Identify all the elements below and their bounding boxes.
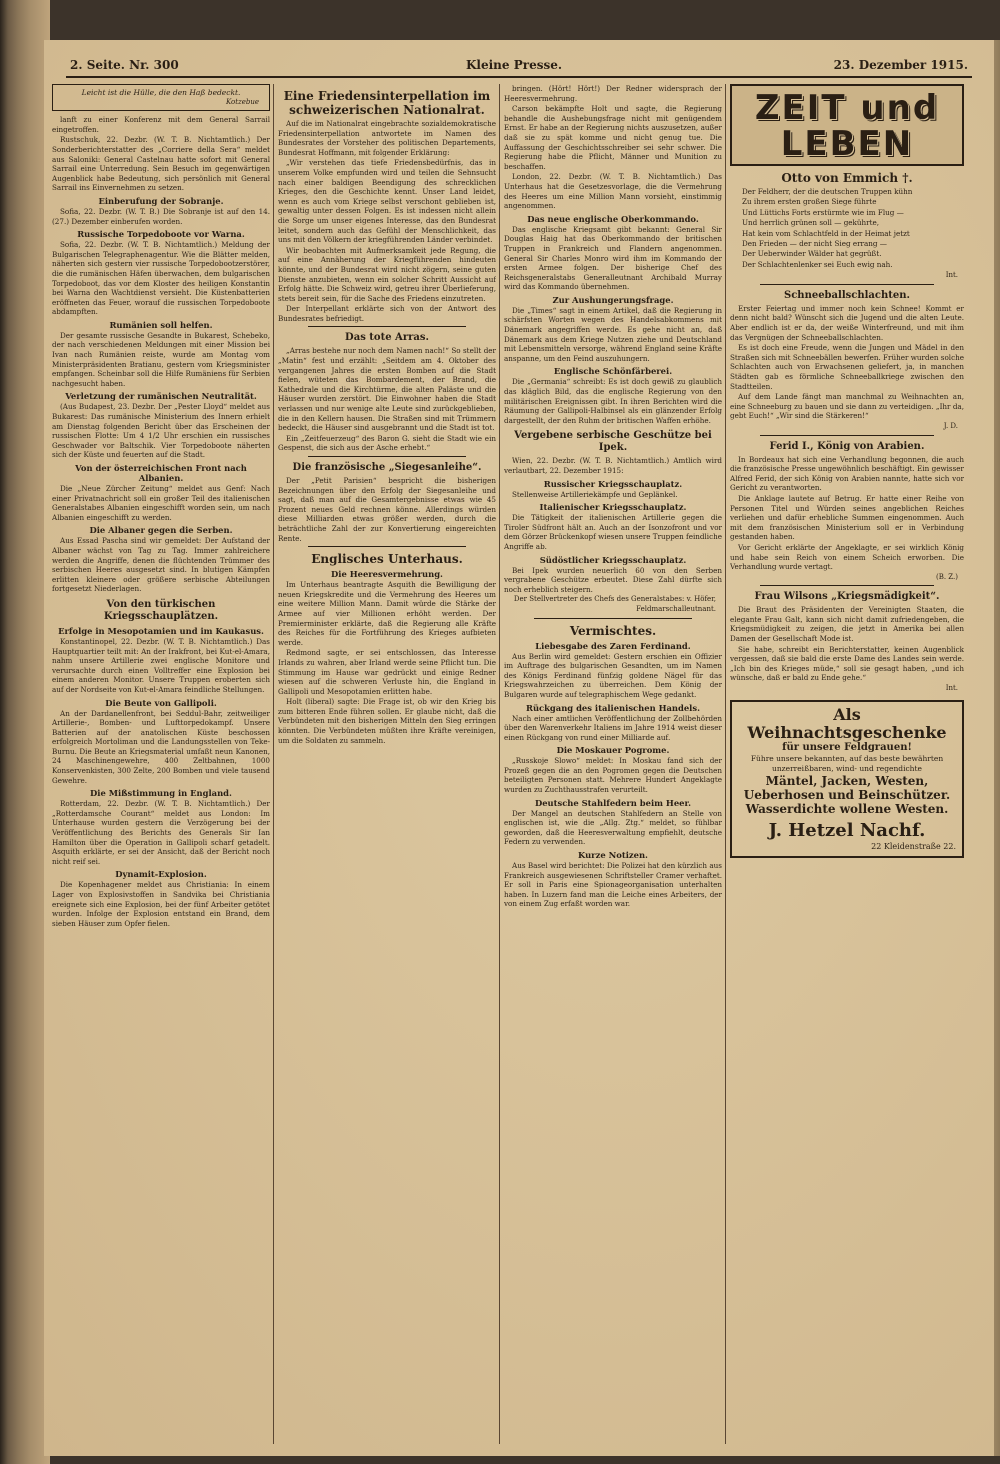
- article-text: Rustschuk, 22. Dezbr. (W. T. B. Nichtamtlich.) Der Sonderberichterstatter des „Corriere della Sera“ meldet aus Saloniki: General Castelnau hatte sofort mit General Sarrail eine Unterredung. Sein Besuch im gegenwärtigen Augenblick habe Bedeutung, sich persönlich mit General Sarrail ins Einvernehmen zu setzen.: [52, 135, 270, 193]
- article-heading: Die Moskauer Pogrome.: [556, 745, 670, 756]
- article-text: Ein „Zeitfeuerzeug“ des Baron G. sieht die Stadt wie ein Gespenst, die sich aus der Asche erhebt.“: [278, 433, 496, 453]
- article-text: Die „Times“ sagt in einem Artikel, daß die Regierung in schärfsten Worten wegen des Handelsabkommens mit Dänemark angegriffen werde. Es gehe nicht an, daß Dänemark aus dem Kriege Nutzen ziehe und Deutschland mit Lebensmitteln versorge, während England seine Kräfte anspanne, um den Feind auszuhungern.: [504, 305, 722, 363]
- article-heading: Von den türkischen Kriegsschauplätzen.: [103, 598, 219, 622]
- separator: [308, 546, 466, 547]
- quote-text: Leicht ist die Hülle, die den Haß bedeckt.: [81, 88, 241, 97]
- article-heading: Rückgang des italienischen Handels.: [525, 702, 700, 713]
- article-subheading: Die Heeresvermehrung.: [331, 569, 443, 580]
- article-text: Vor Gericht erklärte der Angeklagte, er sei wirklich König und habe sein Reich von einem Scheich erworben. Die Verhandlung wurde vertagt.: [730, 542, 964, 572]
- article-text: Bei Ipek wurden neuerlich 60 von den Serben vergrabene Geschütze erbeutet. Diese Zahl dürfte sich noch erheblich steigern.: [504, 565, 722, 594]
- article-text: Die Kopenhagener meldet aus Christiania: In einem Lager von Explosivstoffen in Sandvika bei Christiania ereignete sich eine Explosion, bei der fünf Arbeiter getötet wurden. Infolge der Explosion entstand ein Brand, dem sieben Häuser zum Opfer fielen.: [52, 880, 270, 928]
- article-text: London, 22. Dezbr. (W. T. B. Nichtamtlich.) Das Unterhaus hat die Gesetzesvorlage, die die Vermehrung des Heeres um eine Million Mann vorsieht, einstimmig angenommen.: [504, 172, 722, 211]
- poem: [742, 187, 952, 269]
- poem-line: Den Frieden — der nicht Sieg errang —: [742, 239, 887, 249]
- signature: (B. Z.): [935, 572, 958, 581]
- article-heading: Rumänien soll helfen.: [109, 319, 213, 330]
- article-text: Der Mangel an deutschen Stahlfedern an Stelle von englischen ist, wie die „Allg. Ztg.“ meldet, so fühlbar geworden, daß die Heeresverwaltung empfiehlt, deutsche Federn zu verwenden.: [504, 808, 722, 847]
- article-heading: Die Beute von Gallipoli.: [105, 697, 217, 708]
- article-heading: Liebesgabe des Zaren Ferdinand.: [535, 640, 691, 651]
- column-rule: [725, 84, 726, 1444]
- article-heading: Kurze Notizen.: [578, 850, 648, 861]
- separator: [308, 326, 466, 327]
- article-text: „Arras bestehe nur noch dem Namen nach!“ So stellt der „Matin“ fest und erzählt: „Seitdem am 4. Oktober des vergangenen Jahres die ersten Bomben auf die Stadt fielen, wüteten das Bombardement, der Brand, die Kathedrale und die Kirchtürme, die alten Paläste und die Häuser wurden zerstört. Die Einwohner haben die Stadt verlassen und nur wenige alte Leute sind zurückgeblieben, die in den Kellern hausen. Die Straßen sind mit Trümmern bedeckt, die Häuser sind ausgebrannt und die Stadt ist tot.: [278, 346, 496, 433]
- article-heading: Die Mißstimmung in England.: [90, 788, 232, 799]
- separator: [760, 435, 934, 436]
- article-text: Sofia, 22. Dezbr. (W. T. B.) Die Sobranje ist auf den 14. (27.) Dezember einberufen worden.: [52, 206, 270, 226]
- column-3: [504, 84, 722, 1444]
- article-text: Sofia, 22. Dezbr. (W. T. B. Nichtamtlich.) Meldung der Bulgarischen Telegraphenagentur. Wie die Blätter melden, näherten sich gestern vier russische Torpedobootzerstörer, die die rumänischen Häfen überwachen, dem bulgarischen Torpedoboot, das vor dem Kloster des heiligen Konstantin bei Warna den Wachtdienst versieht. Die Küstenbatterien eröffneten das Feuer, worauf die russischen Torpedoboote abdampften.: [52, 240, 270, 317]
- poem-line: Und Lüttichs Forts erstürmte wie im Flug —: [742, 207, 904, 217]
- signature: Int.: [945, 684, 958, 693]
- article-heading: Einberufung der Sobranje.: [98, 195, 224, 206]
- signature: Der Stellvertreter des Chefs des Generalstabes: v. Höfer, Feldmarschalleutnant.: [513, 595, 716, 613]
- ad-text: unzerreißbaren, wind- und regendichte: [772, 763, 922, 773]
- article-text: Konstantinopel, 22. Dezbr. (W. T. B. Nichtamtlich.) Das Hauptquartier teilt mit: An der Irakfront, bei Kut-el-Amara, nahm unsere Artillerie zwei englische Monitore und verursachte durch einen Volltreffer eine Explosion bei einem anderen Monitor. Unsere Truppen eroberten sich auf der Nordseite von Kut-el-Amara feindliche Stellungen.: [52, 636, 270, 694]
- article-text: Der Interpellant erklärte sich von der Antwort des Bundesrates befriedigt.: [278, 304, 496, 323]
- book-spine: [0, 0, 50, 1464]
- article-heading: Das neue englische Oberkommando.: [527, 213, 699, 224]
- article-text: Die Anklage lautete auf Betrug. Er hatte einer Reihe von Personen Titel und Würden seines angeblichen Reiches verliehen und dafür erhebliche Summen eingenommen. Auch mit dem französischen Ministerium soll er in Verbindung gestanden haben.: [730, 493, 964, 542]
- article-heading: Frau Wilsons „Kriegsmädigkeit“.: [754, 591, 940, 603]
- article-text: An der Dardanellenfront, bei Seddul-Bahr, zeitweiliger Artillerie-, Bomben- und Lufttorpedokampf. Unsere Batterien auf der anatolischen Küste beschossen erfolgreich Mortoliman und die Landungsstellen von Teke-Burnu. Die Beute an Kriegsmaterial umfaßt neun Kanonen, 24 Maschinengewehre, 400 Zeltbahnen, 1000 Konservenkisten, 300 Zelte, 200 Bomben und viele tausend Gewehre.: [52, 708, 270, 785]
- article-text: Aus Basel wird berichtet: Die Polizei hat den kürzlich aus Frankreich ausgewiesenen Schriftsteller Cramer verhaftet. Er soll in Paris eine Spionageorganisation unterhalten haben. In Luzern fand man die Leiche eines Arbeiters, der von einem Zug erfaßt worden war.: [504, 861, 722, 909]
- separator: [760, 585, 934, 586]
- feuilleton-title: ZEIT und LEBEN: [754, 88, 940, 164]
- column-2: [278, 84, 496, 1444]
- article-heading: Otto von Emmich †.: [781, 171, 913, 185]
- article-text: In Bordeaux hat sich eine Verhandlung begonnen, die auch die französische Presse ungewöhnlich beschäftigt. Ein gewisser Alfred Ferid, der sich König von Arabien nannte, hatte sich vor Gericht zu verantworten.: [730, 454, 964, 493]
- poem-line: Der Feldherr, der die deutschen Truppen kühn: [742, 187, 913, 196]
- poem-line: Zu ihrem ersten großen Siege führte: [742, 197, 877, 207]
- zeit-und-leben-masthead: [730, 84, 964, 166]
- article-text: Die Braut des Präsidenten der Vereinigten Staaten, die elegante Frau Galt, kann sich nicht damit zufriedengeben, die Kriegsmüdigkeit zu zeigen, die jetzt in Amerika bei allen Damen der Gesellschaft Mode ist.: [730, 605, 964, 644]
- ad-firm-name: J. Hetzel Nachf.: [768, 819, 926, 841]
- article-subheading: Erfolge in Mesopotamien und im Kaukasus.: [58, 625, 264, 636]
- article-text: Es ist doch eine Freude, wenn die Jungen und Mädel in den Straßen sich mit Schneebällen bewerfen. Früher wurden solche Schlachten auch von Erwachsenen geliefert, ja, in manchen Städten gab es förmliche Schneeballkriege zwischen den Stadtteilen.: [730, 343, 964, 391]
- article-text: Auf die im Nationalrat eingebrachte sozialdemokratische Friedensinterpellation antwortete im Namen des Bundesrates der Vorsteher des politischen Departements, Bundesrat Hoffmann, mit folgender Erklärung:: [278, 119, 496, 157]
- article-text: Stellenweise Artilleriekämpfe und Geplänkel.: [512, 489, 678, 499]
- article-text: Wien, 22. Dezbr. (W. T. B. Nichtamtlich.) Amtlich wird verlautbart, 22. Dezember 1915:: [504, 456, 722, 475]
- article-text: „Wir verstehen das tiefe Friedensbedürfnis, das in unserem Volke empfunden wird und teilen die Sehnsucht nach einer baldigen Beendigung des schrecklichen Krieges, den die Geschichte kennt. Unser Land leidet, wenn es auch vom Kriege selbst verschont geblieben ist, gewaltig unter dessen Folgen. Es ist indessen nicht allein die Sorge um unser eigenes Interesse, das den Bundesrat leitet, sondern auch das Gefühl der Menschlichkeit, das uns mit den Völkern der kriegführenden Länder verbindet.: [278, 158, 496, 245]
- ad-subheadline: für unsere Feldgrauen!: [782, 741, 912, 753]
- article-heading: Russische Torpedoboote vor Warna.: [77, 229, 245, 240]
- article-text: Das englische Kriegsamt gibt bekannt: General Sir Douglas Haig hat das Oberkommando der britischen Truppen in Frankreich und Flandern angenommen. General Sir Charles Monro wird ihm im Kommando der ersten Armee folgen. Der bisherige Chef des Reichsgeneralstabs Generalleutnant Archibald Murray wird das Kommando übernehmen.: [504, 224, 722, 292]
- issue-date: 23. Dezember 1915.: [833, 58, 968, 72]
- ad-headline: Als Weihnachtsgeschenke: [747, 704, 947, 742]
- article-text: Der „Petit Parisien“ bespricht die bisherigen Bezeichnungen über den Erfolg der Siegesanleihe und sagt, daß man auf die Gesamtergebnisse etwas wie 45 Prozent neues Geld rechnen könne. Allerdings würden diese Milliarden etwas größer werden, durch die beträchtliche Zahl der zur Konvertierung eingereichten Rente.: [278, 476, 496, 543]
- ad-products: Ueberhosen und Beinschützer.: [743, 787, 951, 802]
- article-heading: Vergebene serbische Geschütze bei Ipek.: [514, 430, 712, 454]
- column-4: [730, 84, 964, 1444]
- separator: [308, 456, 466, 457]
- paper-name: Kleine Presse.: [466, 58, 563, 72]
- ad-text: Führe unsere bekannten, auf das beste bewährten: [750, 753, 944, 763]
- article-text: Auf dem Lande fängt man manchmal zu Weihnachten an, eine Schneeburg zu bauen und sie dann zu verteidigen. „Ihr da, gebt Euch!“ „Wir sind die Stärkeren!“: [730, 392, 964, 421]
- article-text: bringen. (Hört! Hört!) Der Redner widersprach der Heeresvermehrung.: [504, 84, 722, 103]
- article-text: Carson bekämpfte Holt und sagte, die Regierung behandle die Aushebungsfrage nicht mit genügendem Ernst. Er habe an der Regierung nichts auszusetzen, außer daß sie zu spät komme und nicht genug tue. Die Auffassung der Geschichtsschreiber sei sehr schwer. Die Regierung habe die Pflicht, Männer und Munition zu beschaffen.: [504, 104, 722, 171]
- article-heading: Eine Friedensinterpellation im schweizerischen Nationalrat.: [283, 89, 491, 117]
- article-text: Sie habe, schreibt ein Berichterstatter, keinen Augenblick vergessen, daß sie bald die erste Dame des Landes sein werde. „Ich bin des Krieges müde,“ soll sie gesagt haben, „und ich wünsche, daß er bald zu Ende gehe.“: [730, 644, 964, 683]
- quote-author: Kotzebue: [225, 97, 259, 106]
- page-header: [66, 54, 972, 78]
- advertisement: [730, 700, 964, 858]
- article-heading: Von der österreichischen Front nach Albanien.: [75, 463, 247, 483]
- newspaper-page: [44, 40, 994, 1456]
- article-text: Die Tätigkeit der italienischen Artillerie gegen die Tiroler Südfront hält an. Auch an der Isonzofront und vor dem Görzer Brückenkopf wiesen unsere Truppen feindliche Angriffe ab.: [504, 513, 722, 551]
- article-text: Aus Essad Pascha sind wir gemeldet: Der Aufstand der Albaner wächst von Tag zu Tag. Immer zahlreichere werden die Angriffe, denen die flüchtenden Trümmer des serbischen Heeres ausgesetzt sind. In blutigen Kämpfen erlitten kleinere oder größere serbische Abteilungen fortgesetzt Niederlagen.: [52, 536, 270, 594]
- ad-products: Mäntel, Jacken, Westen,: [765, 773, 929, 788]
- article-text: Erster Feiertag und immer noch kein Schnee! Kommt er denn nicht bald? Wünscht sich die Jugend und die alten Leute. Aber endlich ist er da, der weiße Winterfreund, und mit ihm das Vergnügen der Schneeballschlachten.: [730, 303, 964, 342]
- article-heading: Verletzung der rumänischen Neutralität.: [65, 391, 257, 402]
- section-heading: Vermischtes.: [569, 623, 657, 638]
- article-heading: Zur Aushungerungsfrage.: [552, 294, 674, 305]
- article-heading: Deutsche Stahlfedern beim Heer.: [534, 797, 692, 808]
- article-text: „Russkoje Slowo“ meldet: In Moskau fand sich der Prozeß gegen die an den Pogromen gegen die Deutschen beteiligten Personen statt. Mehrere Hundert Angeklagte wurden zu Zuchthausstrafen verurteilt.: [504, 756, 722, 795]
- separator: [534, 618, 692, 619]
- article-text: Nach einer amtlichen Veröffentlichung der Zollbehörden über den Warenverkehr Italiens im Jahre 1914 weist dieser einen Rückgang von rund einer Milliarde auf.: [504, 713, 722, 742]
- article-subheading: Südöstlicher Kriegsschauplatz.: [539, 554, 687, 565]
- poem-line: Und herrlich grünen soll — gekührte,: [742, 218, 880, 228]
- article-heading: Das tote Arras.: [345, 332, 429, 344]
- ad-products: Wasserdichte wollene Westen.: [745, 801, 949, 816]
- column-1: [52, 84, 270, 1444]
- article-text: Rotterdam, 22. Dezbr. (W. T. B. Nichtamtlich.) Der „Rotterdamsche Courant“ meldet aus London: Im Unterhause wurden gestern die Verzögerung bei der Veröffentlichung des Berichts des Generals Sir Ian Hamilton über die Operation in Gallipoli scharf getadelt. Asquith erklärte, er sei der Ansicht, daß der Bericht noch nicht reif sei.: [52, 799, 270, 866]
- column-rule: [499, 84, 500, 1444]
- article-text: Die „Germania“ schreibt: Es ist doch gewiß zu glaublich das kläglich Bild, das die englische Regierung von den militärischen Ereignissen gibt. In ihren Berichten wird die Räumung der Gallipoli-Halbinsel als ein glänzender Erfolg dargestellt, der den Ruhm der britischen Waffen erhöhe.: [504, 377, 722, 425]
- separator: [760, 284, 934, 285]
- article-subheading: Russischer Kriegsschauplatz.: [543, 478, 683, 489]
- quote-box: [52, 84, 270, 111]
- signature: J. D.: [943, 421, 958, 430]
- article-text: Holt (liberal) sagte: Die Frage ist, ob wir den Krieg bis zum bitteren Ende führen sollen. Er glaube nicht, daß die Verbündeten mit den bisherigen Mitteln den Sieg erringen könnten. Die Verbündeten müßten ihre Kräfte vereinigen, um die Soldaten zu sammeln.: [278, 697, 496, 745]
- article-text: Redmond sagte, er sei entschlossen, das Interesse Irlands zu wahren, aber Irland werde seine Pflicht tun. Die Stimmung im Hause war gedrückt und einige Redner wiesen auf die schweren Verluste hin, die England in Gallipoli und Mesopotamien erlitten habe.: [278, 648, 496, 696]
- page-number: 2. Seite. Nr. 300: [70, 58, 179, 72]
- article-heading: Englische Schönfärberei.: [553, 366, 673, 377]
- ad-address: 22 Kleidenstraße 22.: [871, 841, 956, 851]
- article-text: Der gesamte russische Gesandte in Bukarest, Schebeko, der nach verschiedenen Meldungen mit einer Mission bei Ivan nach Rumänien reiste, wurde am Montag vom Ministerpräsidenten Bratianu, gestern vom Kriegsminister empfangen. Scheinbar soll die Hilfe Rumäniens für Serbien nachgesucht haben.: [52, 330, 270, 388]
- article-heading: Die Albaner gegen die Serben.: [89, 525, 233, 536]
- article-heading: Englisches Unterhaus.: [311, 552, 463, 567]
- poem-line: Der Ueberwinder Wälder hat gegrüßt.: [742, 249, 882, 259]
- article-heading: Ferid I., König von Arabien.: [769, 440, 925, 452]
- article-text: Aus Berlin wird gemeldet: Gestern erschien ein Offizier im Auftrage des bulgarischen Gesandten, um im Namen des Königs Ferdinand fünfzig goldene Nägel für das Kriegswahrzeichen zu überreichen. Dem König der Bulgaren wurde auf telegraphischem Wege gedankt.: [504, 651, 722, 699]
- article-text: lanft zu einer Konferenz mit dem General Sarrail eingetroffen.: [52, 115, 270, 134]
- article-heading: Die französische „Siegesanleihe“.: [292, 462, 482, 473]
- article-text: Im Unterhaus beantragte Asquith die Bewilligung der neuen Kriegskredite und die Vermehrung des Heeres um eine weitere Million Mann. Damit würde die Stärke der Armee auf vier Millionen erhöht werden. Der Premierminister erklärte, daß die Regierung alle Kräfte des Reiches für die Fortführung des Krieges aufbieten werde.: [278, 580, 496, 647]
- signature: Int.: [945, 271, 958, 280]
- article-heading: Dynamit-Explosion.: [115, 869, 207, 880]
- article-text: Die „Neue Zürcher Zeitung“ meldet aus Genf: Nach einer Privatnachricht soll ein großer Teil des italienischen Generalstabes Albanien eingeschifft worden sein, um nach Albanien eingeschifft zu werden.: [52, 484, 270, 522]
- column-rule: [273, 84, 274, 1444]
- article-heading: Schneeballschlachten.: [783, 289, 910, 301]
- article-text: (Aus Budapest, 23. Dezbr. Der „Pester Lloyd“ meldet aus Bukarest: Das rumänische Ministerium des Innern erhielt am Dienstag folgenden Bericht über das Erscheinen der russischen Flotte: Um 4 1/2 Uhr erschien ein russisches Geschwader vor Baltschik. Vier Torpedoboote näherten sich der Küste und feuerten auf die Stadt.: [52, 402, 270, 460]
- article-subheading: Italienischer Kriegsschauplatz.: [539, 502, 687, 513]
- poem-line: Hat kein vom Schlachtfeld in der Heimat jetzt: [742, 228, 910, 238]
- article-text: Wir beobachten mit Aufmerksamkeit jede Regung, die auf eine Annäherung der Kriegführenden hindeuten könnte, und der Bundesrat wird nicht zögern, seine guten Dienste anzubieten, wenn ein solcher Schritt Aussicht auf Erfolg hätte. Die Schweiz wird, getreu ihrer Überlieferung, stets bereit sein, für die Sache des Friedens einzutreten.: [278, 245, 496, 303]
- poem-line: Der Schlachtenlenker sei Euch ewig nah.: [742, 259, 893, 269]
